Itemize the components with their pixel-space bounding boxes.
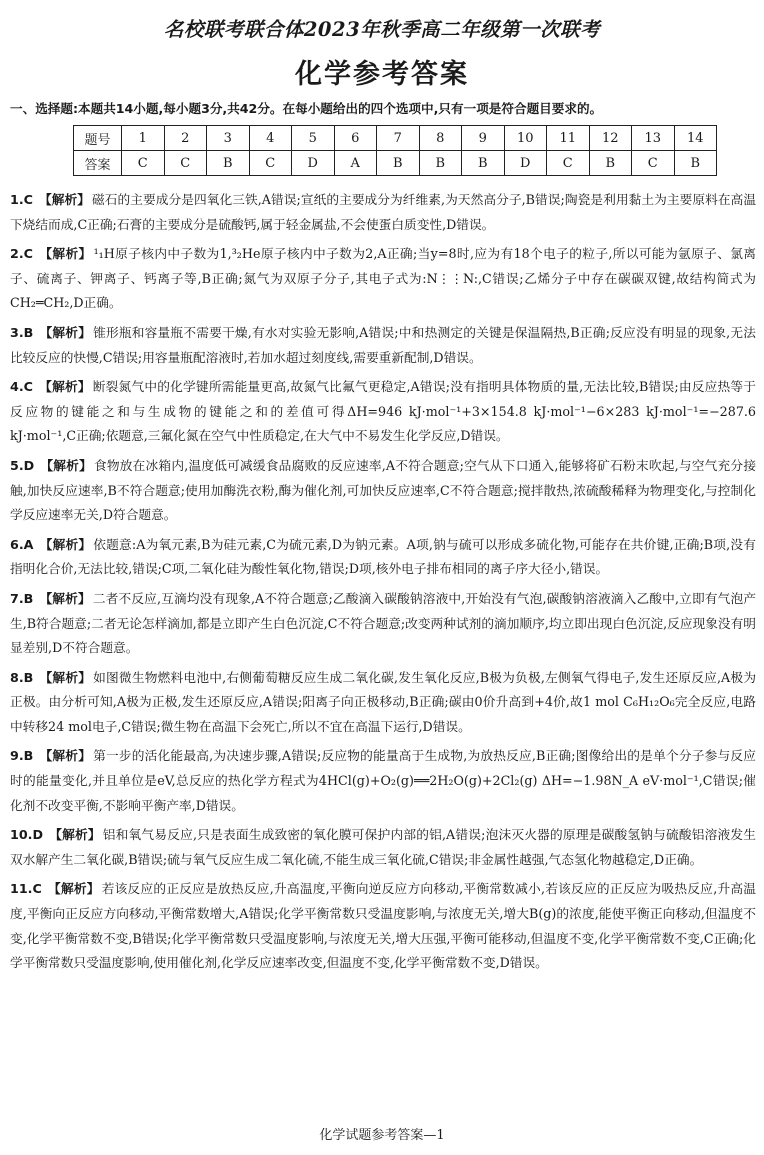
item-number: 10.D [10, 827, 44, 843]
item-text: 二者不反应,互滴均没有现象,A不符合题意;乙酸滴入碳酸钠溶液中,开始没有气泡,碳酸钠溶液滴入乙酸中,立即有气泡产生,B符合题意;二者无论怎样滴加,都是立即产生白色沉淀,C不符合题意;改变两种试剂的滴加顺序,均立即出现白色沉淀,反应现象没有明显差别,D不符合题意。 [10, 590, 756, 656]
question-number-cell: 8 [419, 126, 462, 151]
question-number-cell: 14 [674, 126, 717, 151]
question-number-cell: 6 [334, 126, 377, 151]
analysis-tag: 【解析】 [49, 827, 101, 843]
item-text: 磁石的主要成分是四氧化三铁,A错误;宣纸的主要成分为纤维素,为天然高分子,B错误;陶瓷是利用黏土为主要原料在高温下烧结而成,C正确;石膏的主要成分是硫酸钙,属于轻金属盐,不会使蛋白质变性,D错误。 [10, 192, 757, 232]
question-number-cell: 13 [632, 126, 675, 151]
question-number-cell: 2 [164, 126, 207, 151]
analysis-item [10, 321, 756, 370]
question-number-cell: 9 [462, 126, 505, 151]
item-text: 第一步的活化能最高,为决速步骤,A错误;反应物的能量高于生成物,为放热反应,B正确;图像给出的是单个分子参与反应时的能量变化,并且单位是eV,总反应的热化学方程式为4HCl(g)+O₂(g)══2H₂O(g)+2Cl₂(g) ΔH=−1.98N_A eV·mol⁻¹,C错误;催化剂不改变平衡,不影响平衡产率,D错误。 [10, 748, 756, 813]
row-label-answer: 答案 [74, 151, 122, 176]
document-title: 化学参考答案 [295, 59, 469, 90]
item-text: ¹₁H原子核内中子数为1,³₂He原子核内中子数为2,A正确;当y=8时,应为有18个电子的粒子,所以可能为氩原子、氯离子、硫离子、钾离子、钙离子等,B正确;氮气为双原子分子,其电子式为:N⋮⋮N:,C错误;乙烯分子中存在碳碳双键,故结构简式为CH₂═CH₂,D正确。 [10, 246, 756, 311]
answer-cell: B [207, 151, 250, 176]
answer-cell: A [334, 151, 377, 176]
section-heading: 一、选择题:本题共14小题,每小题3分,共42分。在每小题给出的四个选项中,只有一项是符合题目要求的。 [10, 101, 603, 116]
analysis-tag: 【解析】 [38, 192, 91, 207]
item-number: 7.B [10, 590, 34, 606]
answer-cell: C [547, 151, 590, 176]
analysis-item [10, 533, 756, 582]
question-number-cell: 4 [249, 126, 292, 151]
question-number-cell: 10 [504, 126, 547, 151]
analysis-item [10, 587, 756, 661]
answer-cell: B [377, 151, 420, 176]
item-text: 若该反应的正反应是放热反应,升高温度,平衡向逆反应方向移动,平衡常数减小,若该反应的正反应为吸热反应,升高温度,平衡向正反应方向移动,平衡常数增大,A错误;化学平衡常数只受温度影响,与浓度无关,增大B(g)的浓度,能使平衡正向移动,但温度不变,化学平衡常数不变,B错误;化学平衡常数只受温度影响,与浓度无关,增大压强,平衡可能移动,但温度不变,化学平衡常数不变,C正确;化学平衡常数只受温度影响,使用催化剂,化学反应速率改变,但温度不变,化学平衡常数不变,D错误。 [10, 881, 756, 971]
answer-cell: B [674, 151, 717, 176]
answer-cell: B [589, 151, 632, 176]
analysis-item [10, 375, 756, 449]
answer-table [73, 125, 717, 176]
analysis-item [10, 188, 756, 237]
analysis-tag: 【解析】 [40, 457, 92, 473]
answer-cell: B [419, 151, 462, 176]
item-number: 6.A [10, 536, 34, 552]
analysis-list [10, 188, 756, 981]
item-text: 铝和氧气易反应,只是表面生成致密的氧化膜可保护内部的铝,A错误;泡沫灭火器的原理是碳酸氢钠与硫酸铝溶液发生双水解产生二氧化碳,B错误;硫与氧气反应生成二氧化硫,不能生成三氧化硫,C错误;非金属性越强,气态氢化物越稳定,D正确。 [10, 827, 756, 867]
analysis-tag: 【解析】 [39, 324, 92, 340]
question-number-cell: 11 [547, 126, 590, 151]
answer-cell: D [292, 151, 335, 176]
analysis-tag: 【解析】 [39, 590, 91, 606]
item-text: 依题意:A为氧元素,B为硅元素,C为硫元素,D为钠元素。A项,钠与硫可以形成多硫化物,可能存在共价键,正确;B项,没有指明化合价,无法比较,错误;C项,二氧化硅为酸性氧化物,错误;D项,核外电子排布相同的离子序大径小,错误。 [10, 536, 756, 577]
analysis-item [10, 823, 756, 872]
analysis-tag: 【解析】 [47, 881, 100, 897]
answer-cell: C [122, 151, 165, 176]
exam-header-title: 名校联考联合体2023年秋季高二年级第一次联考 [163, 18, 601, 41]
item-number: 4.C [10, 379, 33, 395]
item-number: 5.D [10, 457, 35, 473]
item-text: 断裂氮气中的化学键所需能量更高,故氮气比氟气更稳定,A错误;没有指明具体物质的量,无法比较,B错误;由反应热等于反应物的键能之和与生成物的键能之和的差值可得ΔH=946 kJ·mol⁻¹+3×154.8 kJ·mol⁻¹−6×283 kJ·mol⁻¹=−287.6 kJ·mol⁻¹,C正确;依题意,三氟化氮在空气中性质稳定,在大气中不易发生化学反应,D错误。 [10, 379, 756, 444]
analysis-tag: 【解析】 [39, 536, 92, 552]
item-number: 1.C [10, 192, 33, 207]
answer-table-number-row [74, 126, 717, 151]
page-footer: 化学试题参考答案—1 [319, 1128, 445, 1143]
analysis-item [10, 242, 756, 316]
item-text: 锥形瓶和容量瓶不需要干燥,有水对实验无影响,A错误;中和热测定的关键是保温隔热,B正确;反应没有明显的现象,无法比较反应的快慢,C错误;用容量瓶配溶液时,若加水超过刻度线,需要重新配制,D错误。 [10, 324, 756, 365]
item-text: 食物放在冰箱内,温度低可减缓食品腐败的反应速率,A不符合题意;空气从下口通入,能够将矿石粉末吹起,与空气充分接触,加快反应速率,B不符合题意;使用加酶洗衣粉,酶为催化剂,可加快反应速率,C不符合题意;搅拌散热,浓硫酸稀释为物理变化,与控制化学反应速率无关,D符合题意。 [10, 457, 757, 523]
answer-cell: C [632, 151, 675, 176]
analysis-tag: 【解析】 [38, 379, 91, 395]
answer-cell: D [504, 151, 547, 176]
item-number: 8.B [10, 669, 34, 685]
analysis-tag: 【解析】 [39, 748, 92, 764]
answer-cell: C [164, 151, 207, 176]
question-number-cell: 7 [377, 126, 420, 151]
item-number: 3.B [10, 324, 34, 340]
answer-cell: B [462, 151, 505, 176]
analysis-item [10, 877, 756, 975]
item-number: 2.C [10, 246, 33, 262]
answer-cell: C [249, 151, 292, 176]
analysis-tag: 【解析】 [39, 669, 92, 685]
row-label-number: 题号 [74, 126, 122, 151]
item-number: 11.C [10, 881, 42, 897]
question-number-cell: 3 [207, 126, 250, 151]
question-number-cell: 1 [122, 126, 165, 151]
analysis-item [10, 744, 756, 818]
analysis-item [10, 454, 756, 528]
answer-table-answer-row [74, 151, 717, 176]
item-number: 9.B [10, 748, 34, 764]
question-number-cell: 12 [589, 126, 632, 151]
item-text: 如图微生物燃料电池中,右侧葡萄糖反应生成二氧化碳,发生氧化反应,B极为负极,左侧氧气得电子,发生还原反应,A极为正极。由分析可知,A极为正极,发生还原反应,A错误;阳离子向正极移动,B正确;碳由0价升高到+4价,故1 mol C₆H₁₂O₆完全反应,电路中转移24 mol电子,C错误;微生物在高温下会死亡,所以不宜在高温下运行,D错误。 [10, 669, 757, 734]
analysis-item [10, 666, 756, 740]
analysis-tag: 【解析】 [38, 246, 92, 262]
question-number-cell: 5 [292, 126, 335, 151]
